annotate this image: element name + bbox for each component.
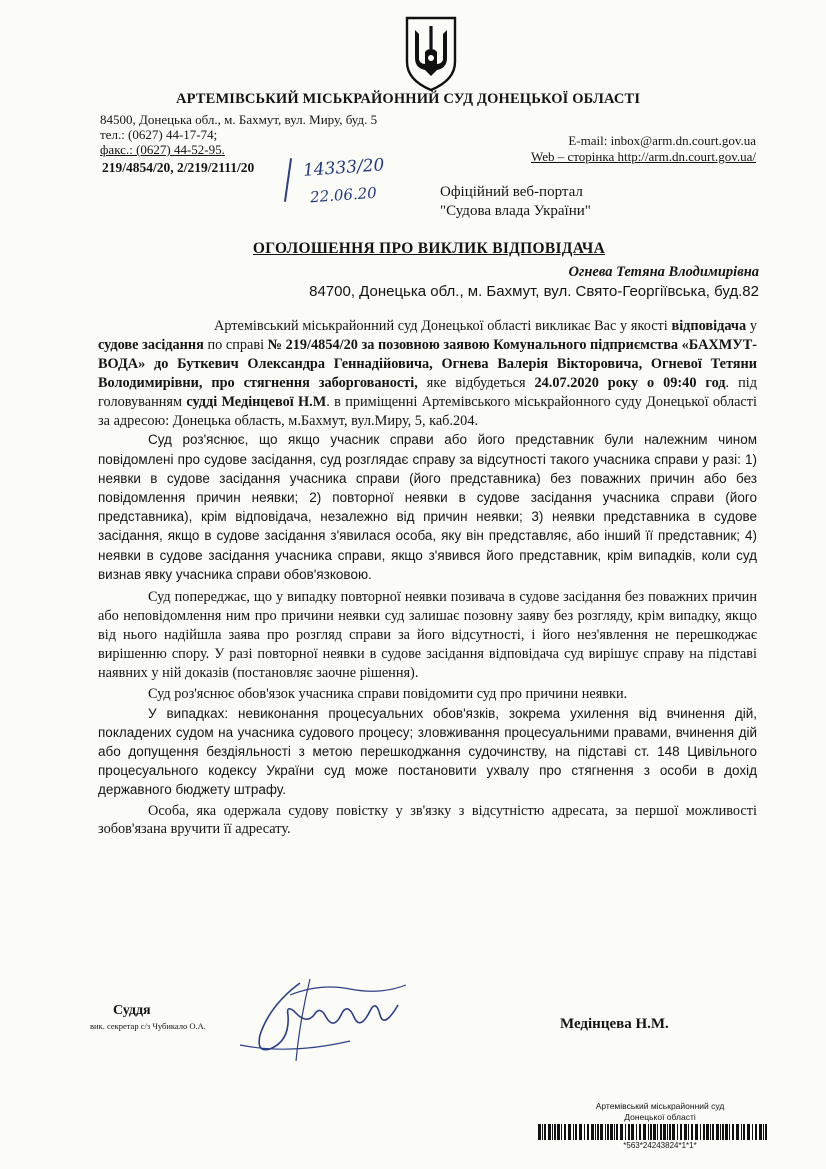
portal-line-1: Офіційний веб-портал bbox=[440, 184, 583, 200]
court-phone: тел.: (0627) 44-17-74; bbox=[100, 127, 218, 142]
ukraine-coat-of-arms-icon bbox=[403, 12, 459, 92]
handwritten-registration-number: 14333/20 bbox=[302, 155, 386, 181]
paragraph-warning: Суд попереджає, що у випадку повторної неявки позивача в судове засідання без поважних причин або неповідомлення ним про причини неявки суд залишає позовну заяву без розгляду, крім випадку, якщо від нього надійшла заява про розгляд справи за його відсутності, і його нез'явлення не перешкоджає вирішенню спору. У разі повторної неявки в судове засідання відповідача суд вирішує справу на підставі наявних у ній доказів (постановляє заочне рішення). bbox=[98, 589, 757, 681]
judge-label: Суддя bbox=[113, 1003, 151, 1018]
court-fax: факс.: (0627) 44-52-95. bbox=[100, 142, 225, 157]
handwritten-bracket bbox=[284, 158, 292, 202]
court-website: Web – сторінка http://arm.dn.court.gov.ua/ bbox=[530, 149, 756, 164]
paragraph-summons: Артемівський міськрайонний суд Донецької області викликає Вас у якості відповідача у судове засідання по справі № 219/4854/20 за позовною заявою Комунального підприємства «БАХМУТ-ВОДА» до Буткевич Олександра Геннадійовича, Огнева Валерія Вікторовича, Огневої Тетяни Володимирівни, про стягнення заборгованості, яке відбудеться 24.07.2020 року о 09:40 год. під головуванням судді Медінцевої Н.М. в приміщенні Артемівського міськрайонного суду Донецької області за адресою: Донецька область, м.Бахмут, вул.Миру, 5, каб.204. bbox=[98, 318, 758, 429]
case-numbers: 219/4854/20, 2/219/2111/20 bbox=[102, 160, 255, 175]
paragraph-fine: У випадках: невиконання процесуальних обов'язків, зокрема ухилення від вчинення дій, покладених судом на учасника судового процесу; зловживання процесуальними правами, вчинення дій або допущення бездіяльності з метою перешкоджання судочинству, на підставі ст. 148 Цивільного процесуального кодексу України суд може постановити ухвалу про стягнення з особи в дохід державного бюджету штрафу. bbox=[98, 705, 757, 798]
paragraph-absence-rules: Суд роз'яснює, що якщо учасник справи або його представник були належним чином повідомлені про судове засідання, суд розглядає справу за відсутності такого учасника справи у разі: 1) неявки в судове засідання учасника справи (його представника) без поважних причин або без повідомлення причин неявки; 2) повторної неявки в судове засідання учасника справи (його представника), крім відповідача, незалежно від причин неявки; 3) неявки представника в судове засідання, якщо в судове засідання з'явилася особа, яку він представляє, або інший її представник; 4) неявки в судове засідання учасника справи, якщо з'явився його представник, крім випадків, коли суд визнав явку учасника справи обов'язковою. bbox=[98, 432, 757, 582]
paragraph-delivery: Особа, яка одержала судову повістку у зв'язку з відсутністю адресата, за першої можливості зобов'язана вручити її адресату. bbox=[98, 802, 757, 838]
court-title: АРТЕМІВСЬКИЙ МІСЬКРАЙОННИЙ СУД ДОНЕЦЬКОЇ ОБЛАСТІ bbox=[176, 91, 641, 107]
barcode-icon bbox=[538, 1124, 768, 1140]
court-address: 84500, Донецька обл., м. Бахмут, вул. Миру, буд. 5 bbox=[100, 112, 378, 127]
recipient-name: Огнева Тетяна Влодимирівна bbox=[568, 264, 759, 280]
notice-body bbox=[98, 317, 757, 839]
judge-name: Медінцева Н.М. bbox=[560, 1016, 669, 1032]
portal-line-2: "Судова влада України" bbox=[440, 203, 591, 219]
court-stamp bbox=[560, 1101, 760, 1123]
handwritten-registration-date: 22.06.20 bbox=[309, 183, 378, 207]
stamp-line-2: Донецької області bbox=[624, 1112, 696, 1122]
barcode-number: *563*24243824*1*1* bbox=[623, 1141, 697, 1150]
paragraph-duty-to-inform: Суд роз'яснює обов'язок учасника справи повідомити суд про причини неявки. bbox=[148, 685, 628, 702]
stamp-line-1: Артемівський міськрайонний суд bbox=[595, 1101, 725, 1111]
handwritten-signature bbox=[230, 975, 410, 1065]
court-email: E-mail: inbox@arm.dn.court.gov.ua bbox=[568, 133, 756, 148]
notice-heading: ОГОЛОШЕННЯ ПРО ВИКЛИК ВІДПОВІДАЧА bbox=[252, 240, 606, 257]
recipient-address: 84700, Донецька обл., м. Бахмут, вул. Свято-Георгіївська, буд.82 bbox=[309, 283, 759, 300]
secretary-note: вик. секретар с/з Чубикало О.А. bbox=[90, 1021, 206, 1031]
